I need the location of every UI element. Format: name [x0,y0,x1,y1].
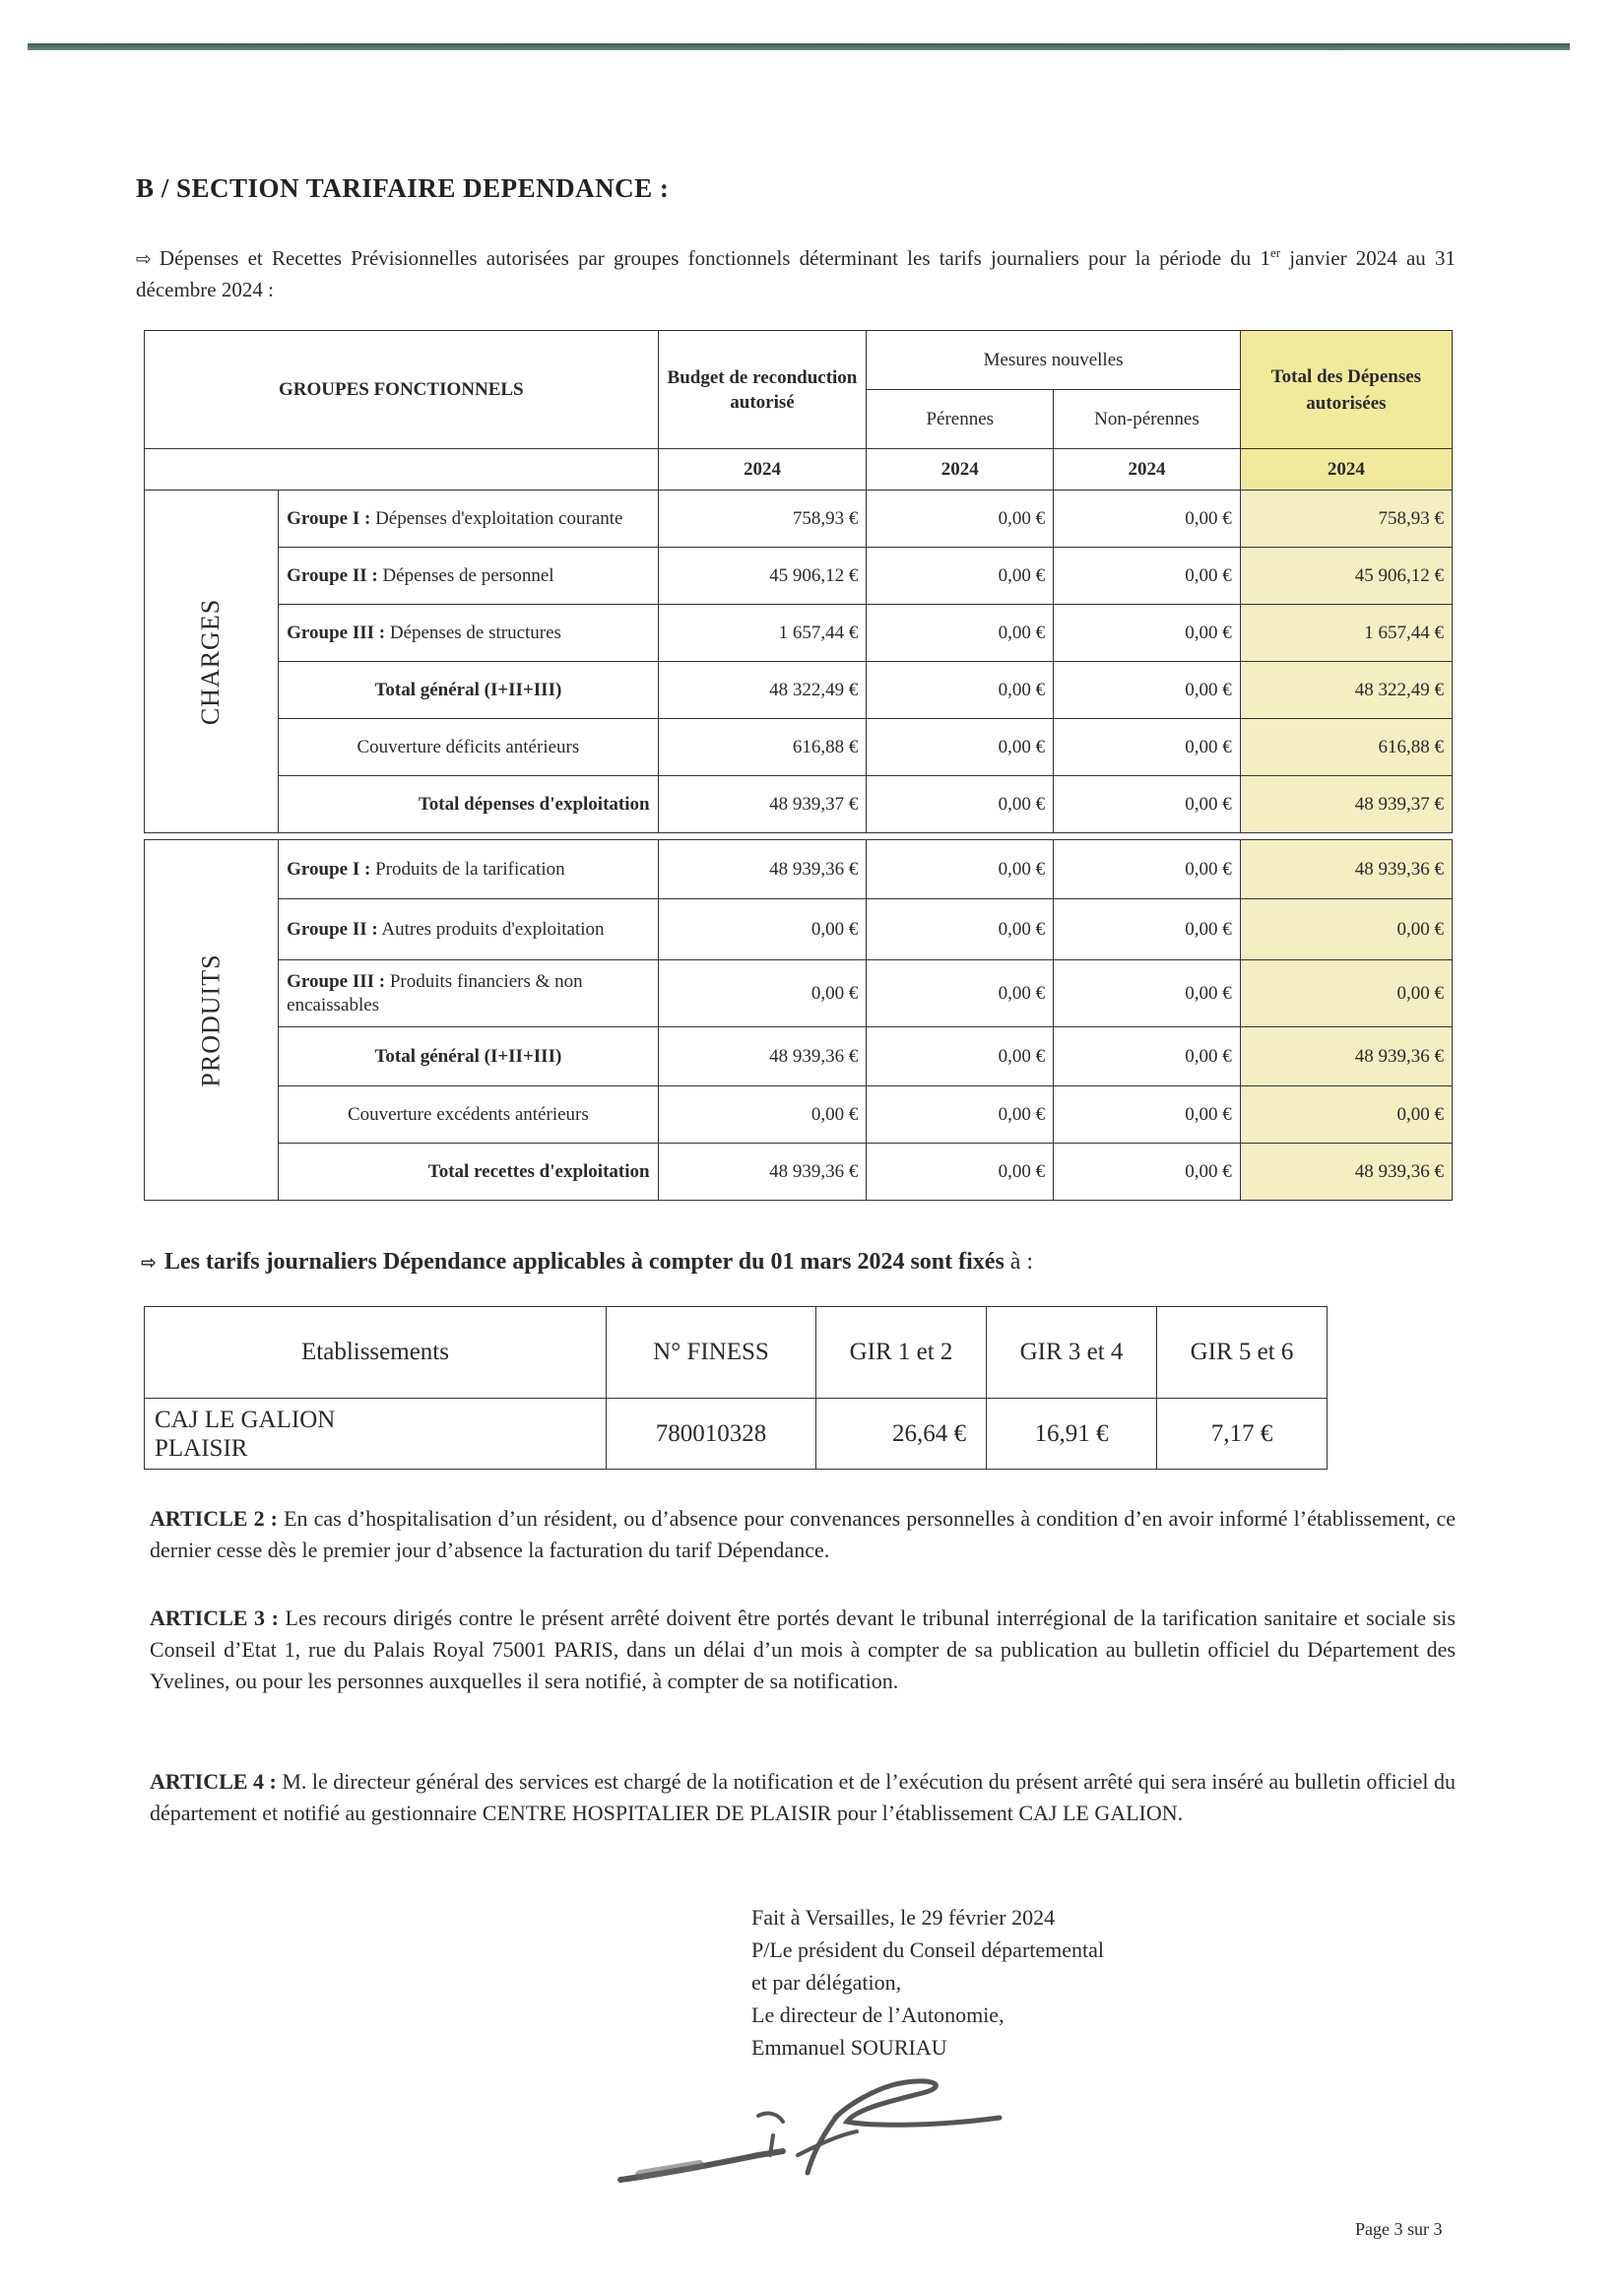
cell-budget: 48 939,36 € [658,1027,867,1086]
charges-label: CHARGES [145,491,279,833]
cell-total: 48 939,36 € [1240,1027,1452,1086]
cell-non-perennes: 0,00 € [1054,662,1241,719]
cell-non-perennes: 0,00 € [1054,548,1241,605]
cell-non-perennes: 0,00 € [1054,1086,1241,1144]
tarifs-row [145,1399,1328,1470]
header-gir34: GIR 3 et 4 [987,1307,1157,1399]
row-label: Total général (I+II+III) [279,1027,658,1086]
gir34-cell: 16,91 € [987,1399,1157,1470]
budget-table [144,330,1453,1201]
row-label: Total général (I+II+III) [279,662,658,719]
cell-perennes: 0,00 € [867,548,1054,605]
header-year-row [145,449,1453,491]
year-cell: 2024 [867,449,1054,491]
cell-perennes: 0,00 € [867,960,1054,1027]
header-finess: N° FINESS [607,1307,816,1399]
cell-total: 48 939,36 € [1240,1144,1452,1201]
table-row [145,605,1453,662]
cell-perennes: 0,00 € [867,662,1054,719]
cell-non-perennes: 0,00 € [1054,605,1241,662]
header-row-1 [145,331,1453,390]
tarifs-header-row [145,1307,1328,1399]
row-label: Groupe I : Dépenses d'exploitation courante [279,491,658,548]
table-row [145,662,1453,719]
gir12-cell: 26,64 € [816,1399,987,1470]
cell-budget: 616,88 € [658,719,867,776]
cell-total: 48 939,36 € [1240,840,1452,899]
header-rule [28,43,1570,50]
cell-budget: 0,00 € [658,1086,867,1144]
header-total: Total des Dépenses autorisées [1240,331,1452,449]
table-row [145,1086,1453,1144]
cell-budget: 45 906,12 € [658,548,867,605]
cell-total: 616,88 € [1240,719,1452,776]
header-groupes: GROUPES FONCTIONNELS [145,331,659,449]
cell-perennes: 0,00 € [867,605,1054,662]
header-mesures: Mesures nouvelles [867,331,1240,390]
signature-line: et par délégation, [751,1970,902,1995]
page-number: Page 3 sur 3 [1355,2219,1443,2239]
table-row [145,1027,1453,1086]
cell-perennes: 0,00 € [867,1086,1054,1144]
cell-total: 0,00 € [1240,1086,1452,1144]
table-row [145,960,1453,1027]
arrow-right-icon: ⇨ [136,248,152,270]
cell-non-perennes: 0,00 € [1054,776,1241,833]
signature-line: Emmanuel SOURIAU [751,2035,947,2060]
signature-line: P/Le président du Conseil départemental [751,1937,1105,1962]
cell-total: 1 657,44 € [1240,605,1452,662]
row-label: Groupe III : Produits financiers & non encaissables [279,960,658,1027]
cell-budget: 1 657,44 € [658,605,867,662]
cell-budget: 48 939,36 € [658,840,867,899]
header-etablissements: Etablissements [145,1307,607,1399]
cell-perennes: 0,00 € [867,1144,1054,1201]
cell-non-perennes: 0,00 € [1054,899,1241,960]
section-title: B / SECTION TARIFAIRE DEPENDANCE : [136,173,670,203]
article-2: ARTICLE 2 : En cas d’hospitalisation d’un résident, ou d’absence pour convenances personnelles à condition d’en avoir informé l’établissement, ce dernier cesse dès le premier jour d’absence la facturation du tarif Dépendance. [150,1506,1456,1562]
cell-non-perennes: 0,00 € [1054,840,1241,899]
row-label: Groupe II : Dépenses de personnel [279,548,658,605]
article-3: ARTICLE 3 : Les recours dirigés contre le présent arrêté doivent être portés devant le tribunal interrégional de la tarification sanitaire et sociale sis Conseil d’Etat 1, rue du Palais Royal 75001 PARIS, dans un délai d’un mois à compter de sa publication au bulletin officiel du Département des Yvelines, ou pour les personnes auxquelles il sera notifié, à compter de sa notification. [150,1606,1456,1693]
table-row [145,1144,1453,1201]
table-row [145,899,1453,960]
header-gir12: GIR 1 et 2 [816,1307,987,1399]
cell-budget: 0,00 € [658,899,867,960]
cell-total: 0,00 € [1240,899,1452,960]
cell-perennes: 0,00 € [867,776,1054,833]
header-budget: Budget de reconduction autorisé [658,331,867,449]
cell-non-perennes: 0,00 € [1054,960,1241,1027]
year-cell: 2024 [1240,449,1452,491]
row-label: Groupe III : Dépenses de structures [279,605,658,662]
cell-total: 758,93 € [1240,491,1452,548]
handwritten-signature [611,2057,1024,2204]
tarifs-title: ⇨ Les tarifs journaliers Dépendance applicables à compter du 01 mars 2024 sont fixés à : [141,1249,1034,1275]
header-non-perennes: Non-pérennes [1054,390,1241,449]
cell-non-perennes: 0,00 € [1054,719,1241,776]
cell-non-perennes: 0,00 € [1054,1027,1241,1086]
cell-budget: 758,93 € [658,491,867,548]
finess-cell: 780010328 [607,1399,816,1470]
cell-total: 48 939,37 € [1240,776,1452,833]
signature-line: Fait à Versailles, le 29 février 2024 [751,1905,1056,1930]
tarifs-table [144,1306,1328,1470]
intro-paragraph [136,237,1456,305]
cell-non-perennes: 0,00 € [1054,1144,1241,1201]
cell-non-perennes: 0,00 € [1054,491,1241,548]
cell-perennes: 0,00 € [867,491,1054,548]
intro-text: Dépenses et Recettes Prévisionnelles autorisées par groupes fonctionnels déterminant les tarifs journaliers pour la période du 1 [159,246,1270,270]
cell-budget: 0,00 € [658,960,867,1027]
cell-budget: 48 939,36 € [658,1144,867,1201]
produits-label: PRODUITS [145,840,279,1201]
cell-budget: 48 939,37 € [658,776,867,833]
intro-sup: er [1269,245,1281,260]
etablissement-cell: CAJ LE GALION PLAISIR [145,1399,607,1470]
cell-perennes: 0,00 € [867,840,1054,899]
cell-perennes: 0,00 € [867,1027,1054,1086]
cell-perennes: 0,00 € [867,719,1054,776]
row-label: Couverture déficits antérieurs [279,719,658,776]
row-label: Couverture excédents antérieurs [279,1086,658,1144]
year-cell: 2024 [658,449,867,491]
year-cell: 2024 [1054,449,1241,491]
cell-perennes: 0,00 € [867,899,1054,960]
gir56-cell: 7,17 € [1157,1399,1328,1470]
intro-text-tail: janvier 2024 au 31 décembre 2024 : [136,246,1456,301]
table-row [145,776,1453,833]
table-row [145,491,1453,548]
row-label: Groupe I : Produits de la tarification [279,840,658,899]
arrow-right-icon: ⇨ [141,1252,157,1274]
header-gir56: GIR 5 et 6 [1157,1307,1328,1399]
signature-line: Le directeur de l’Autonomie, [751,2002,1005,2027]
signature-block [751,1901,1104,2064]
row-label: Total dépenses d'exploitation [279,776,658,833]
cell-budget: 48 322,49 € [658,662,867,719]
table-row [145,719,1453,776]
row-label: Total recettes d'exploitation [279,1144,658,1201]
cell-total: 48 322,49 € [1240,662,1452,719]
header-perennes: Pérennes [867,390,1054,449]
cell-total: 0,00 € [1240,960,1452,1027]
table-row [145,840,1453,899]
cell-total: 45 906,12 € [1240,548,1452,605]
article-4: ARTICLE 4 : M. le directeur général des services est chargé de la notification et de l’exécution du présent arrêté qui sera inséré au bulletin officiel du département et notifié au gestionnaire CENTRE HOSPITALIER DE PLAISIR pour l’établissement CAJ LE GALION. [150,1769,1456,1825]
row-label: Groupe II : Autres produits d'exploitation [279,899,658,960]
table-row [145,548,1453,605]
